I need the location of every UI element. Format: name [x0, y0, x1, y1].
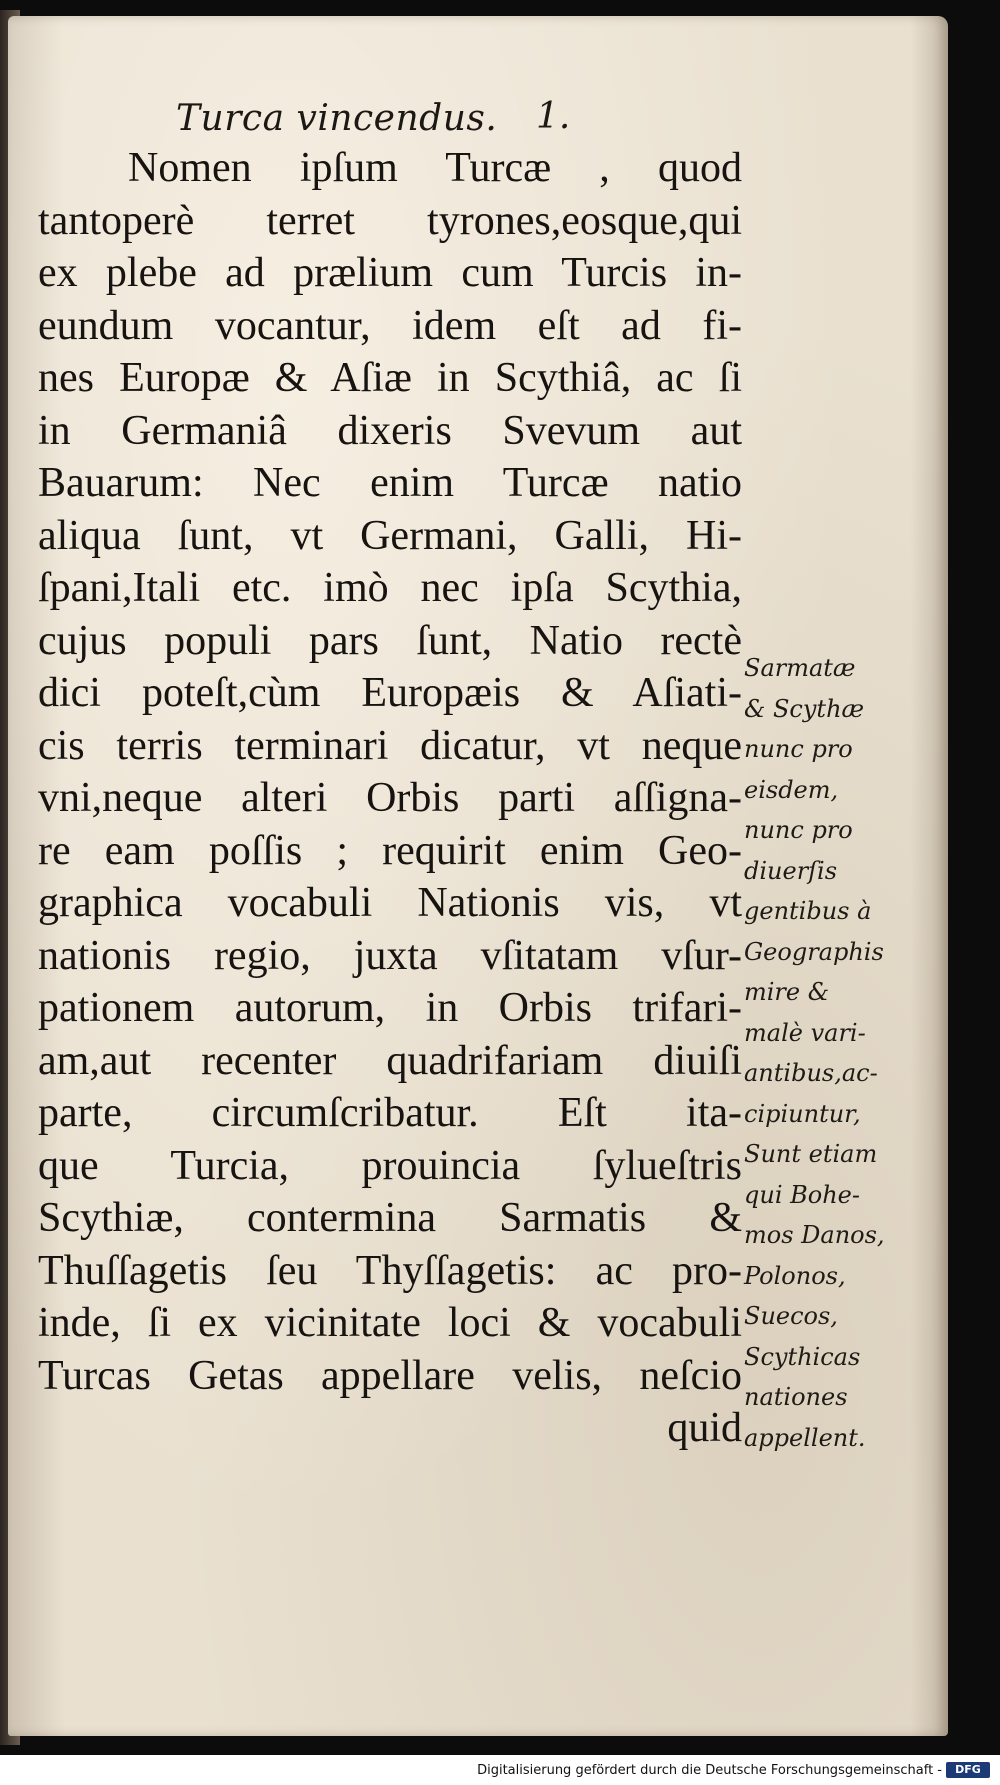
marginal-line: eisdem,	[744, 775, 839, 804]
text-line: re eam poſſis ; requirit enim Geo-	[38, 827, 742, 874]
marginal-line: nunc pro	[744, 816, 853, 844]
running-head: Turca vincendus.	[176, 98, 498, 139]
marginal-line: & Scythæ	[744, 694, 865, 723]
text-line: Scythiæ, contermina Sarmatis &	[38, 1195, 742, 1241]
marginal-line: cipiuntur,	[744, 1099, 861, 1128]
text-line: ex plebe ad prælium cum Turcis in-	[38, 250, 742, 296]
page-number: 1.	[536, 96, 571, 137]
text-line: inde, ſi ex vicinitate loci & vocabuli	[38, 1300, 742, 1346]
text-line: am,aut recenter quadrifariam diuiſi	[38, 1037, 742, 1084]
text-line: eundum vocantur, idem eſt ad fi-	[38, 302, 742, 349]
text-line: tantoperè terret tyrones,eosque,qui	[38, 197, 742, 244]
dfg-logo: DFG	[946, 1762, 990, 1778]
book-page	[8, 16, 948, 1736]
text-line: pationem autorum, in Orbis trifari-	[38, 985, 742, 1031]
catchword: quid	[667, 1405, 742, 1451]
text-line: Nomen ipſum Turcæ , quod	[128, 145, 742, 191]
marginal-line: gentibus à	[744, 897, 872, 925]
marginal-line: appellent.	[744, 1423, 866, 1452]
marginal-line: nationes	[744, 1383, 848, 1411]
text-line: que Turcia, prouincia ſylueſtris	[38, 1142, 742, 1189]
text-line: graphica vocabuli Nationis vis, vt	[38, 880, 742, 926]
marginal-line: malè vari-	[744, 1018, 866, 1047]
marginal-line: Sunt etiam	[744, 1140, 878, 1168]
marginal-note	[744, 648, 904, 1458]
text-line: nationis regio, juxta vſitatam vſur-	[38, 932, 742, 979]
marginal-line: mire &	[744, 978, 830, 1006]
marginal-line: qui Bohe-	[744, 1180, 860, 1209]
marginal-line: antibus,ac-	[744, 1059, 878, 1087]
marginal-line: mos Danos,	[744, 1221, 885, 1249]
text-line: nes Europæ & Aſiæ in Scythiâ, ac ſi	[38, 355, 742, 401]
text-line: dici poteſt,cùm Europæis & Aſiati-	[38, 670, 742, 716]
text-line: ſpani,Itali etc. imò nec ipſa Scythia,	[38, 565, 742, 611]
text-line: cujus populi pars ſunt, Natio rectè	[38, 617, 742, 664]
text-line: vni,neque alteri Orbis parti aſſigna-	[38, 775, 742, 821]
text-line: aliqua ſunt, vt Germani, Galli, Hi-	[38, 512, 742, 559]
marginal-line: Suecos,	[744, 1302, 838, 1330]
main-text-block	[38, 142, 742, 1455]
marginal-line: Polonos,	[744, 1261, 846, 1290]
text-line: Turcas Getas appellare velis, neſcio	[38, 1352, 742, 1399]
marginal-line: Geographis	[744, 937, 884, 966]
funding-credit: Digitalisierung gefördert durch die Deutsche Forschungsgemeinschaft -	[477, 1763, 942, 1778]
text-line: Thuſſagetis ſeu Thyſſagetis: ac pro-	[38, 1247, 742, 1294]
marginal-line: diuerſis	[744, 856, 838, 885]
digitization-footer	[0, 1755, 1000, 1785]
text-line: Bauarum: Nec enim Turcæ natio	[38, 460, 742, 506]
marginal-line: Sarmatæ	[744, 654, 856, 682]
marginal-line: Scythicas	[744, 1342, 861, 1371]
marginal-line: nunc pro	[744, 735, 853, 763]
text-line: in Germaniâ dixeris Svevum aut	[38, 407, 742, 454]
text-line: parte, circumſcribatur. Eſt ita-	[38, 1090, 742, 1136]
text-line: cis terris terminari dicatur, vt neque	[38, 722, 742, 769]
